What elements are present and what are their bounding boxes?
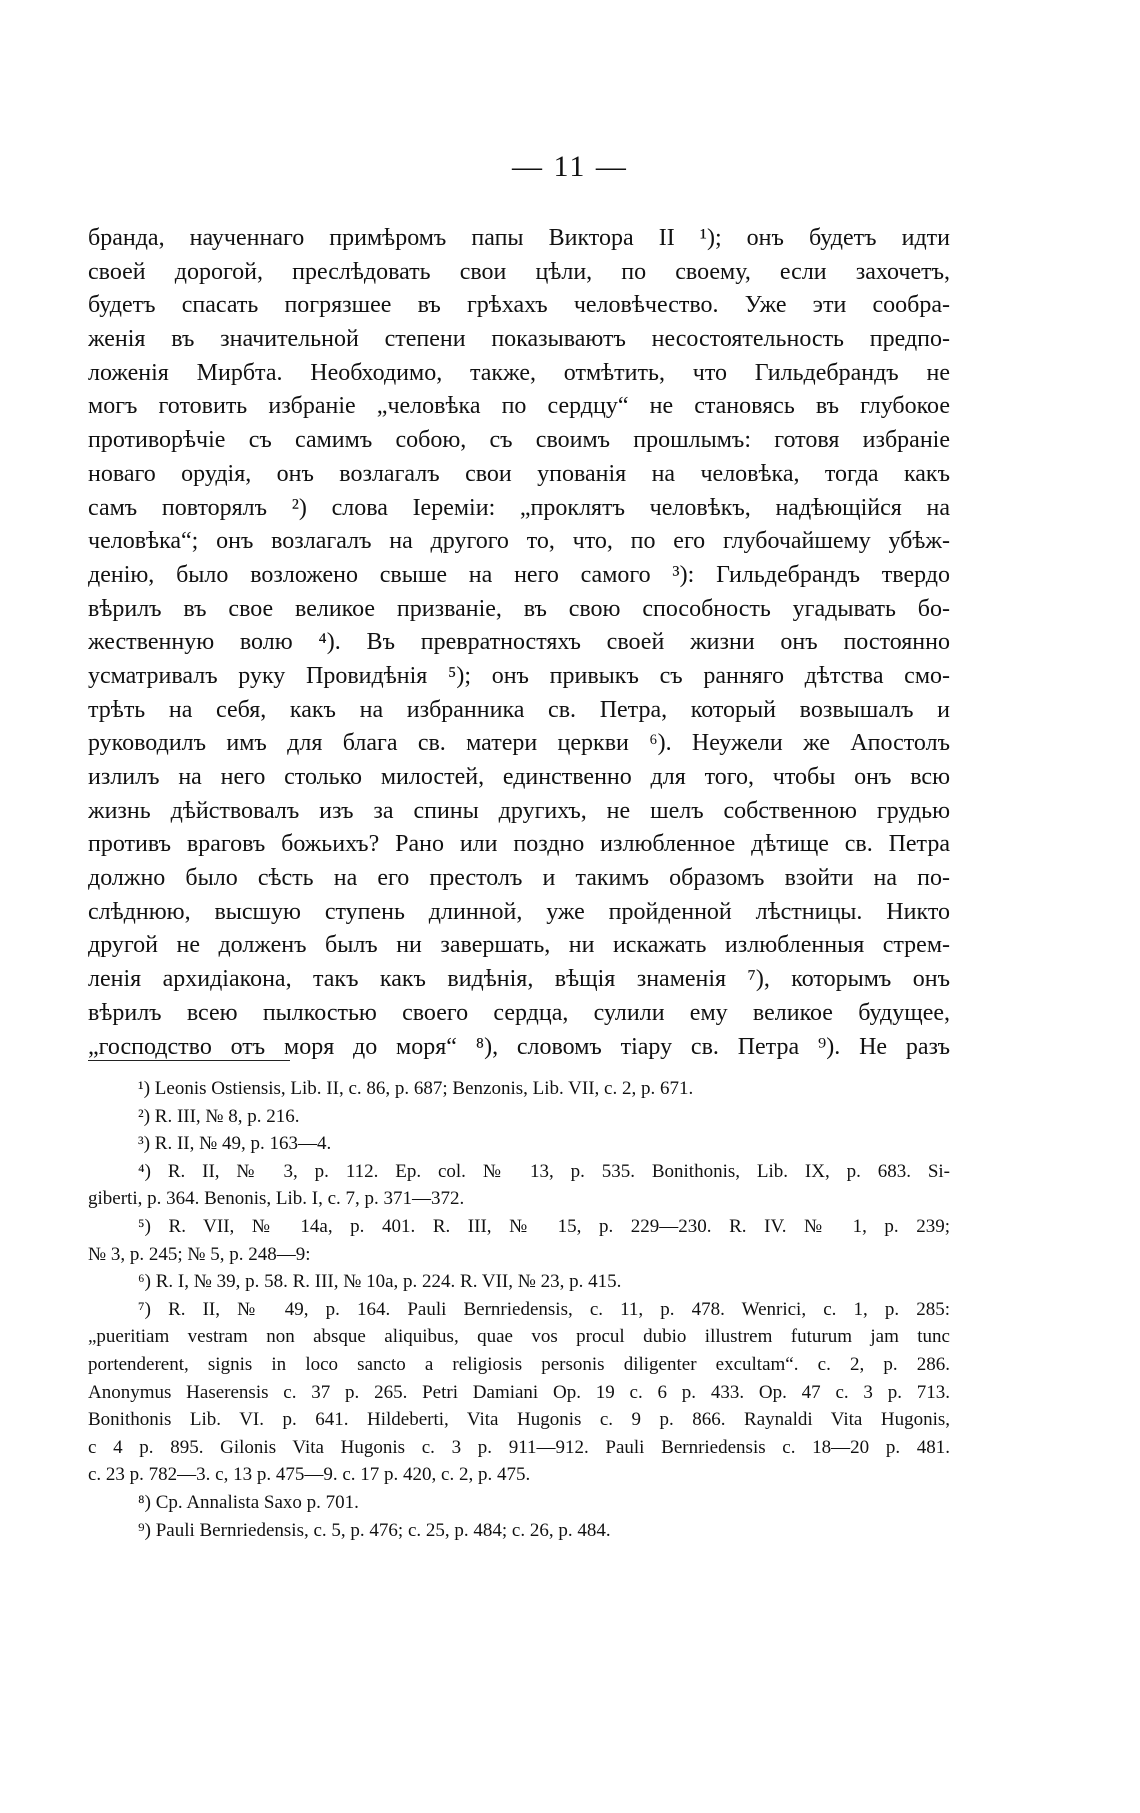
text-line: будетъ спасать погрязшее въ грѣхахъ человѣчество. Уже эти сообра-: [88, 292, 950, 319]
text-line: вѣрилъ въ свое великое призваніе, въ свою способность угадывать бо-: [88, 595, 950, 622]
text-line: ленія архидіакона, такъ какъ видѣнія, вѣщія знаменія ⁷), которымъ онъ: [88, 966, 950, 993]
footnote-line: ⁷) R. II, № 49, p. 164. Pauli Bernriedensis, c. 11, p. 478. Wenrici, c. 1, p. 285:: [138, 1298, 950, 1320]
footnotes: [88, 1075, 950, 1544]
footnote-line: ⁹) Pauli Bernriedensis, c. 5, p. 476; c. 25, p. 484; c. 26, p. 484.: [138, 1519, 611, 1541]
text-line: жественную волю ⁴). Въ превратностяхъ своей жизни онъ постоянно: [88, 629, 950, 656]
footnote-line: ⁴) R. II, № 3, p. 112. Ep. col. № 13, p. 535. Bonithonis, Lib. IX, p. 683. Si-: [138, 1160, 950, 1182]
text-line: „господство отъ моря до моря“ ⁸), словомъ тіару св. Петра ⁹). Не разъ: [88, 1033, 950, 1060]
text-line: вѣрилъ всею пылкостью своего сердца, сулили ему великое будущее,: [88, 999, 950, 1026]
text-line: ложенія Мирбта. Необходимо, также, отмѣтить, что Гильдебрандъ не: [88, 359, 950, 386]
text-line: усматривалъ руку Провидѣнія ⁵); онъ привыкъ съ ранняго дѣтства смо-: [88, 662, 950, 689]
footnote-line: ³) R. II, № 49, p. 163—4.: [138, 1133, 332, 1155]
footnote-line: ¹) Leonis Ostiensis, Lib. II, c. 86, p. 687; Benzonis, Lib. VII, c. 2, p. 671.: [138, 1078, 694, 1099]
footnote-line: portenderent, signis in loco sancto a religiosis personis diligenter excultam“. c. 2, p. 286.: [88, 1353, 950, 1375]
page-number: — 11 —: [512, 150, 628, 183]
footnote-line: ²) R. III, № 8, p. 216.: [138, 1105, 300, 1127]
footnote-line: ⁶) R. I, № 39, p. 58. R. III, № 10a, p. 224. R. VII, № 23, p. 415.: [138, 1271, 622, 1293]
text-line: противорѣчіе съ самимъ собою, съ своимъ прошлымъ: готовя избраніе: [88, 427, 950, 454]
text-line: могъ готовить избраніе „человѣка по сердцу“ не становясь въ глубокое: [88, 393, 950, 420]
text-line: противъ враговъ божьихъ? Рано или поздно излюбленное дѣтище св. Петра: [88, 831, 950, 858]
footnote-line: c 4 p. 895. Gilonis Vita Hugonis c. 3 p. 911—912. Pauli Bernriedensis c. 18—20 p. 481.: [88, 1436, 950, 1458]
text-line: женія въ значительной степени показываютъ несостоятельность предпо-: [88, 326, 950, 353]
text-line: трѣть на себя, какъ на избранника св. Петра, который возвышалъ и: [88, 696, 950, 723]
text-line: своей дорогой, преслѣдовать свои цѣли, по своему, если захочетъ,: [88, 258, 950, 285]
footnote-line: Bonithonis Lib. VI. p. 641. Hildeberti, Vita Hugonis c. 9 p. 866. Raynaldi Vita Hugonis,: [88, 1409, 950, 1431]
text-line: слѣднюю, высшую ступень длинной, уже пройденной лѣстницы. Никто: [88, 898, 950, 925]
footnote-line: „pueritiam vestram non absque aliquibus, quae vos procul dubio illustrem futurum jam tunc: [88, 1326, 950, 1348]
text-line: самъ повторялъ ²) слова Іереміи: „проклятъ человѣкъ, надѣющійся на: [88, 494, 950, 521]
text-line: должно было сѣсть на его престолъ и такимъ образомъ взойти на по-: [88, 865, 950, 892]
text-line: новаго орудія, онъ возлагалъ свои упованія на человѣка, тогда какъ: [88, 460, 950, 487]
text-line: руководилъ имъ для блага св. матери церкви ⁶). Неужели же Апостолъ: [88, 730, 950, 757]
text-line: денію, было возложено свыше на него самого ³): Гильдебрандъ твердо: [88, 561, 950, 588]
footnote-line: ⁵) R. VII, № 14a, p. 401. R. III, № 15, p. 229—230. R. IV. № 1, p. 239;: [138, 1215, 950, 1237]
footnote-line: ⁸) Cp. Annalista Saxo p. 701.: [138, 1491, 359, 1513]
main-text: [88, 222, 950, 1064]
footnote-divider: [88, 1060, 290, 1061]
footnote-line: Anonymus Haserensis c. 37 p. 265. Petri Damiani Op. 19 c. 6 p. 433. Op. 47 c. 3 p. 713.: [88, 1381, 950, 1403]
text-line: излилъ на него столько милостей, единственно для того, чтобы онъ всю: [88, 764, 950, 790]
footnote-line: c. 23 p. 782—3. c, 13 p. 475—9. c. 17 p. 420, c. 2, p. 475.: [88, 1464, 531, 1486]
text-line: человѣка“; онъ возлагалъ на другого то, что, по его глубочайшему убѣж-: [88, 528, 950, 555]
text-line: бранда, наученнаго примѣромъ папы Виктора II ¹); онъ будетъ идти: [88, 225, 950, 251]
text-line: жизнь дѣйствовалъ изъ за спины другихъ, не шелъ собственною грудью: [88, 797, 950, 824]
footnote-line: giberti, p. 364. Benonis, Lib. I, c. 7, p. 371—372.: [88, 1188, 465, 1210]
footnote-line: № 3, p. 245; № 5, p. 248—9:: [88, 1243, 311, 1265]
text-line: другой не долженъ былъ ни завершать, ни искажать излюбленныя стрем-: [88, 932, 950, 959]
